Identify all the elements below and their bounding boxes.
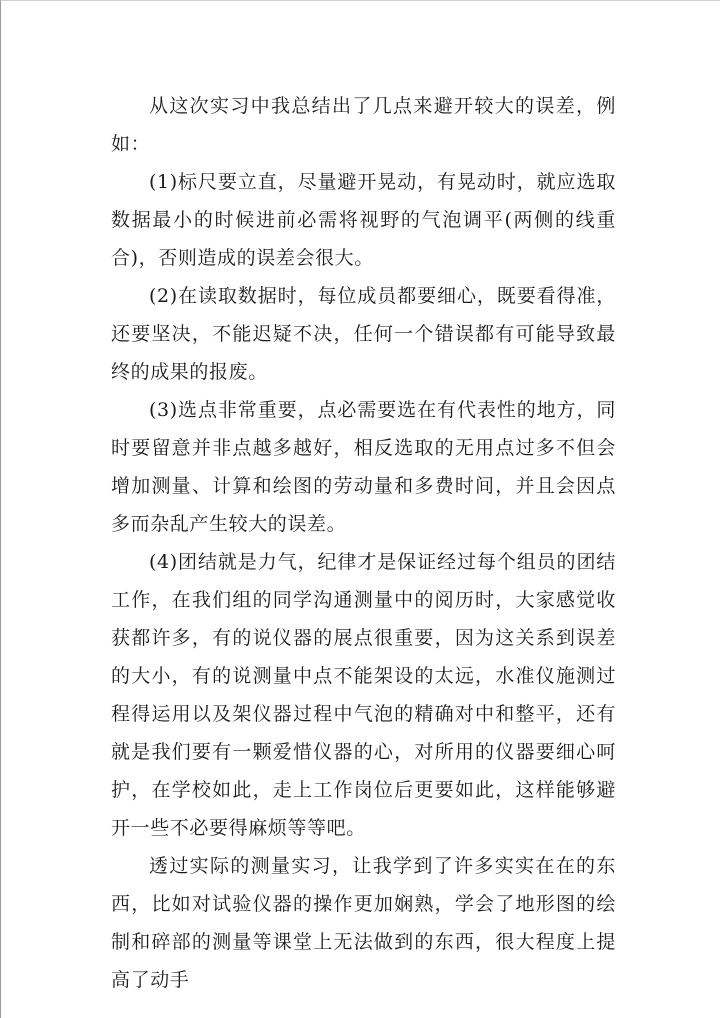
paragraph-point-1: (1)标尺要立直，尽量避开晃动，有晃动时，就应选取数据最小的时候进前必需将视野的气泡调平(两侧的线重合)，否则造成的误差会很大。 (111, 171, 616, 269)
document-body (111, 87, 616, 999)
paragraph-intro: 从这次实习中我总结出了几点来避开较大的误差，例如： (111, 95, 616, 155)
paragraph-point-4: (4)团结就是力气，纪律才是保证经过每个组员的团结工作，在我们组的同学沟通测量中的阅历时，大家感觉收获都许多，有的说仪器的展点很重要，因为这关系到误差的大小，有的说测量中点不能架设的太远，水准仪施测过程得运用以及架仪器过程中气泡的精确对中和整平，还有就是我们要有一颗爱惜仪器的心，对所用的仪器要细心呵护，在学校如此，走上工作岗位后更要如此，这样能够避开一些不必要得麻烦等等吧。 (111, 551, 616, 839)
paragraph-point-2: (2)在读取数据时，每位成员都要细心，既要看得准，还要坚决，不能迟疑不决，任何一个错误都有可能导致最终的成果的报废。 (111, 285, 616, 383)
paragraph-point-3: (3)选点非常重要，点必需要选在有代表性的地方，同时要留意并非点越多越好，相反选取的无用点过多不但会增加测量、计算和绘图的劳动量和多费时间，并且会因点多而杂乱产生较大的误差。 (111, 399, 616, 535)
paragraph-conclusion: 透过实际的测量实习，让我学到了许多实实在在的东西，比如对试验仪器的操作更加娴熟，学会了地形图的绘制和碎部的测量等课堂上无法做到的东西，很大程度上提高了动手 (111, 855, 616, 991)
